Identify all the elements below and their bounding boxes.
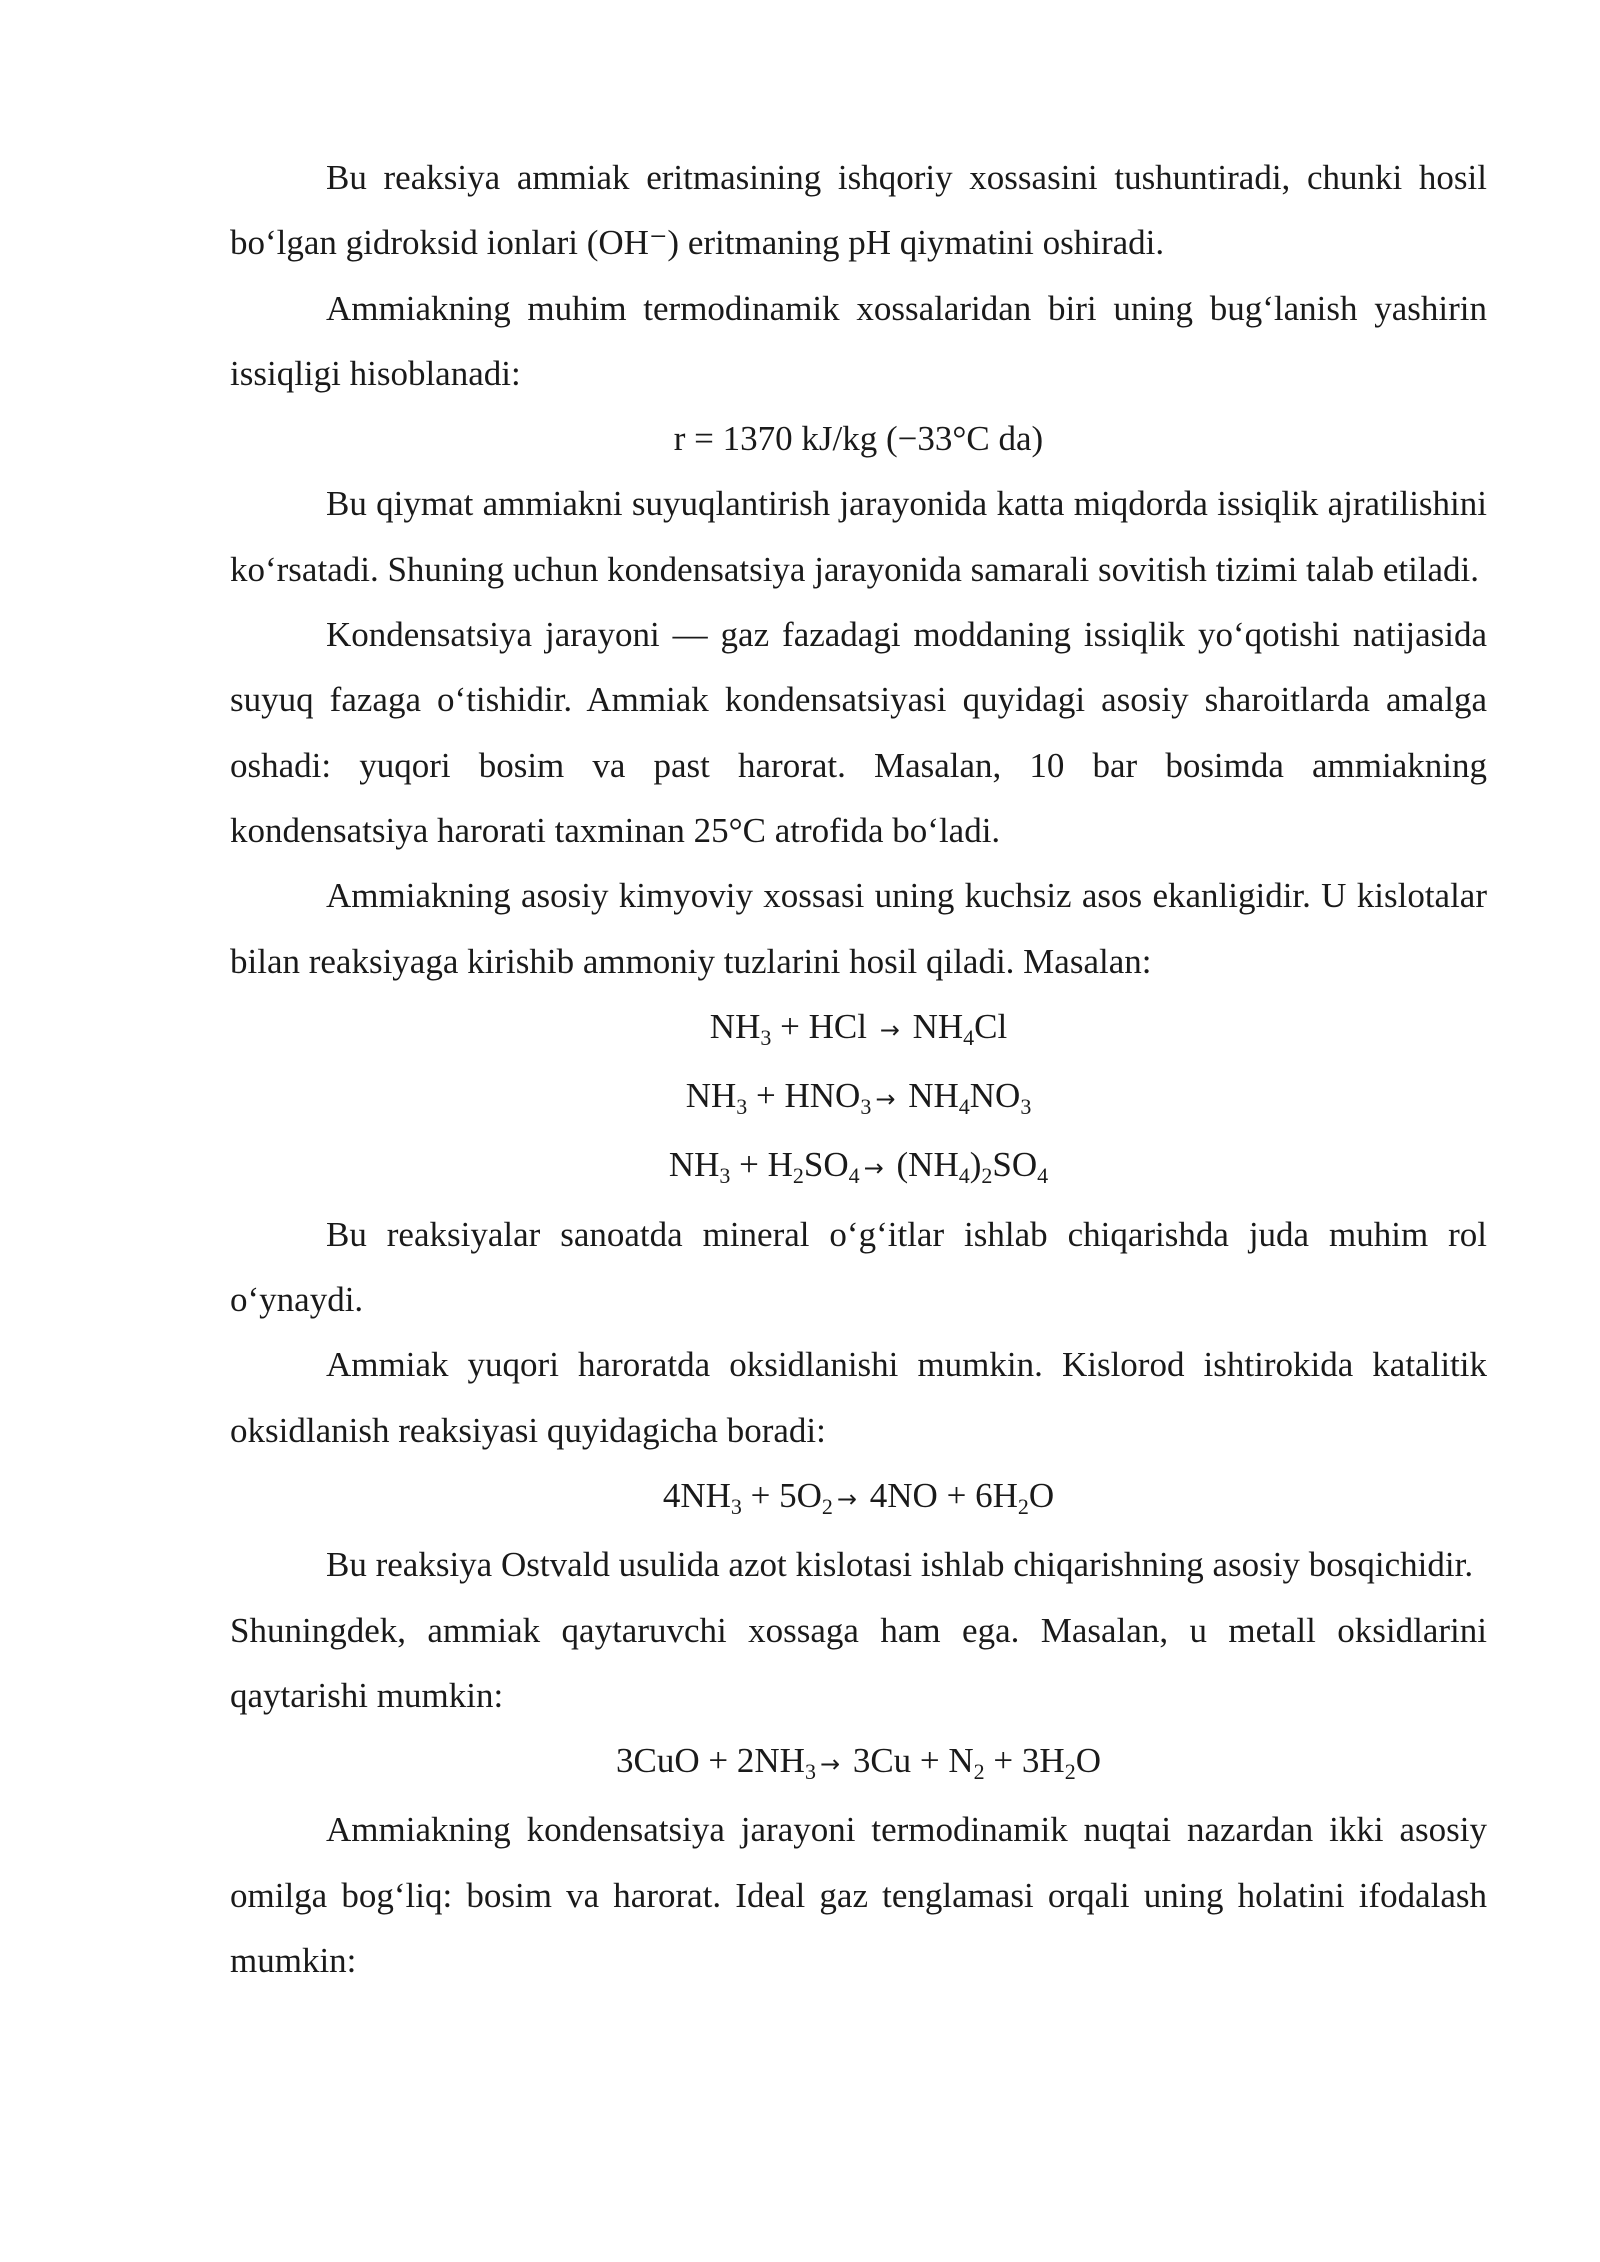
formula-nh3-h2so4: $NH_3 + H_2SO_4 \to (NH_4)_2SO_4$ [668,1145,1049,1189]
arrow-icon: → [875,1085,896,1114]
formula-nh3-hno3: $NH_3 + HNO_3 \to NH_4NO_3$ [685,1076,1032,1120]
paragraph-reducing-property: Shuningdek, ammiak qaytaruvchi xossaga ham ega. Masalan, u metall oksidlarini qaytarishi mumkin: [230,1610,1487,1715]
arrow-icon: → [879,1015,900,1044]
paragraph-ideal-gas: Ammiakning kondensatsiya jarayoni termodinamik nuqtai nazardan ikki asosiy omilga bog‘liq: bosim va harorat. Ideal gaz tenglamasi orqali uning holatini ifodalash mumkin: [230,1810,1487,1981]
paragraph-alkaline-property: Bu reaksiya ammiak eritmasining ishqoriy xossasini tushuntiradi, chunki hosil bo‘lgan gidroksid ionlari (OH⁻) eritmaning pH qiymatini oshiradi. [230,158,1487,263]
paragraph-fertilizers: Bu reaksiyalar sanoatda mineral o‘g‘itlar ishlab chiqarishda juda muhim rol o‘ynaydi. [230,1214,1487,1320]
arrow-icon: → [863,1154,884,1183]
document-page [230,145,1487,1993]
formula-cuo-reduction: $3CuO + 2NH_3 \to 3Cu + N_2 + 3H_2O$ [616,1741,1101,1785]
arrow-icon: → [836,1484,858,1513]
paragraph-weak-base: Ammiakning asosiy kimyoviy xossasi uning kuchsiz asos ekanligidir. U kislotalar bilan reaksiyaga kirishib ammoniy tuzlarini hosil qiladi. Masalan: [230,876,1487,981]
formula-catalytic-oxidation: $4NH_3 + 5O_2 \to 4NO + 6H_2O$ [662,1475,1055,1519]
paragraph-ostwald: Bu reaksiya Ostvald usulida azot kislotasi ishlab chiqarishning asosiy bosqichidir. [326,1545,1474,1585]
formula-latent-heat: r = 1370 kJ/kg (−33°C da) [673,419,1044,459]
arrow-icon: → [819,1750,841,1779]
paragraph-condensation-process: Kondensatsiya jarayoni — gaz fazadagi moddaning issiqlik yo‘qotishi natijasida suyuq fazaga o‘tishidir. Ammiak kondensatsiyasi quyidagi asosiy sharoitlarda amalga oshadi: yuqori bosim va past harorat. Masalan, 10 bar bosimda ammiakning kondensatsiya harorati taxminan 25°C atrofida bo‘ladi. [230,615,1487,850]
paragraph-latent-heat-intro: Ammiakning muhim termodinamik xossalaridan biri uning bug‘lanish yashirin issiqligi hisoblanadi: [230,288,1487,393]
paragraph-heat-release: Bu qiymat ammiakni suyuqlantirish jarayonida katta miqdorda issiqlik ajratilishini ko‘rsatadi. Shuning uchun kondensatsiya jarayonida samarali sovitish tizimi talab etiladi. [230,484,1487,589]
formula-nh3-hcl: $NH_3$ + HCl → $NH_4Cl$ [709,1006,1008,1050]
paragraph-oxidation: Ammiak yuqori haroratda oksidlanishi mumkin. Kislorod ishtirokida katalitik oksidlanish reaksiyasi quyidagicha boradi: [230,1345,1487,1450]
